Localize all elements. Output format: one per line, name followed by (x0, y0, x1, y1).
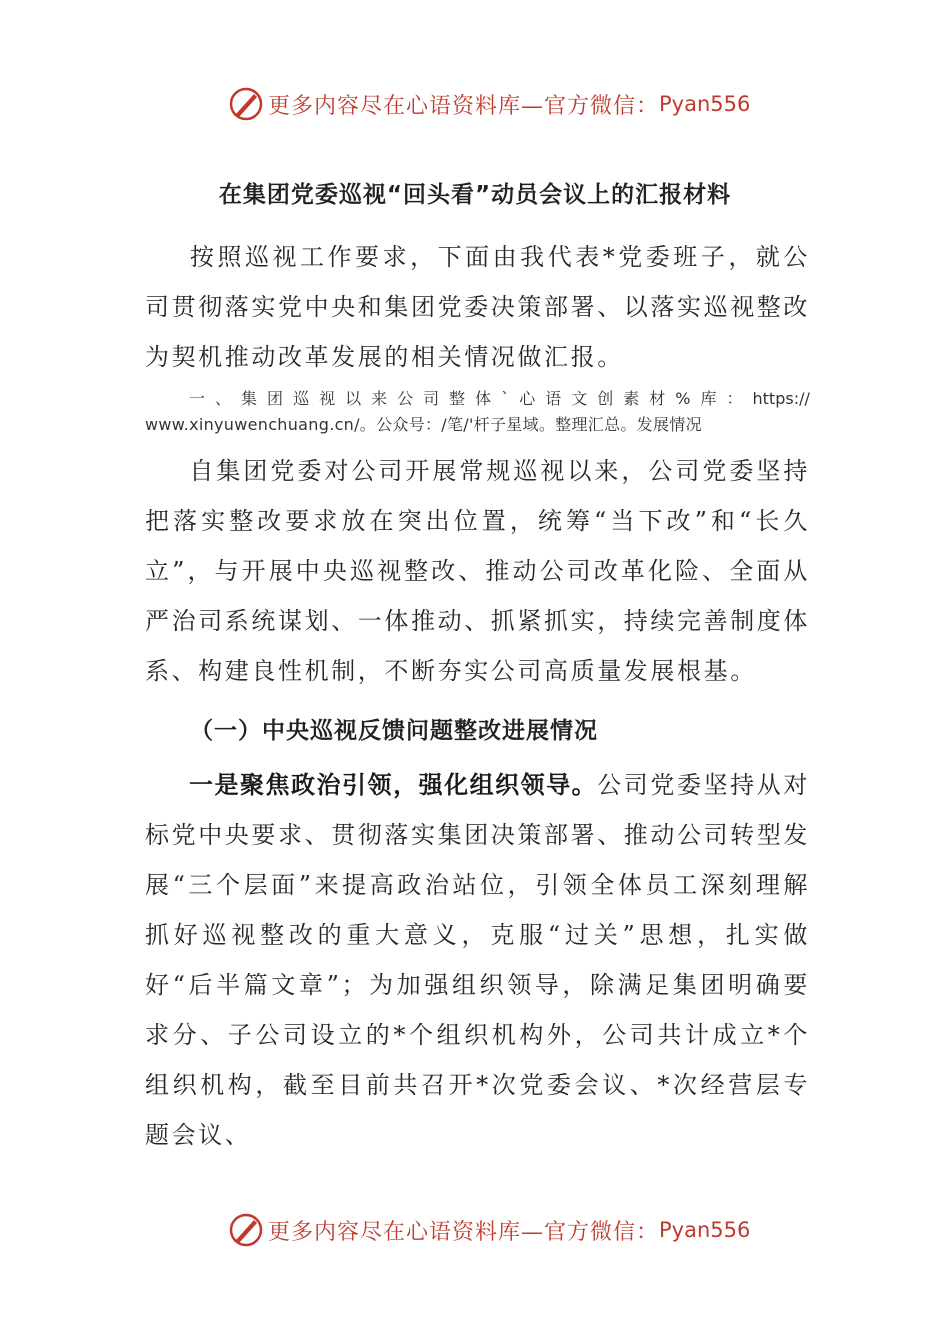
heading-char: 公 (397, 389, 414, 408)
heading-char: % (675, 389, 691, 408)
para3-lead: 一是聚焦政治引领，强化组织领导。 (189, 771, 598, 799)
section-heading-line2: www.xinyuwenchuang.cn/。公众号：/笔/'杆子星域。整理汇总。发展情况 (145, 415, 702, 434)
heading-char: 一 (189, 389, 206, 408)
intro-text: 按照巡视工作要求，下面由我代表*党委班子，就公司贯彻落实党中央和集团党委决策部署、以落实巡视整改为契机推动改革发展的相关情况做汇报。 (145, 243, 810, 371)
section-heading-one (145, 386, 810, 438)
heading-char: 团 (267, 389, 284, 408)
heading-char: 创 (597, 389, 614, 408)
heading-char: 视 (319, 389, 336, 408)
heading-char: ` (501, 389, 510, 408)
watermark-banner-top (228, 84, 750, 124)
pen-logo-icon (228, 1212, 264, 1248)
heading-char: ： (726, 389, 743, 408)
heading-char: 集 (241, 389, 258, 408)
intro-paragraph (145, 232, 810, 382)
heading-char: 体 (475, 389, 492, 408)
subheading-central-inspection: （一）中央巡视反馈问题整改进展情况 (190, 718, 598, 744)
document-title: 在集团党委巡视“回头看”动员会议上的汇报材料 (218, 182, 732, 208)
watermark-text: 更多内容尽在心语资料库—官方微信： (268, 1219, 660, 1245)
heading-char: 来 (371, 389, 388, 408)
heading-char: 整 (449, 389, 466, 408)
para2-text: 自集团党委对公司开展常规巡视以来，公司党委坚持把落实整改要求放在突出位置，统筹“当下改”和“长久立”，与开展中央巡视整改、推动公司改革化险、全面从严治司系统谋划、一体推动、抓紧抓实，持续完善制度体系、构建良性机制，不断夯实公司高质量发展根基。 (145, 457, 810, 685)
heading-char: 材 (649, 389, 666, 408)
pen-logo-icon (228, 86, 264, 122)
heading-char: 心 (519, 389, 536, 408)
heading-char: 语 (545, 389, 562, 408)
watermark-wechat-id: Pyan556 (659, 1218, 751, 1242)
heading-char: 巡 (293, 389, 310, 408)
heading-url-fragment: https:// (752, 389, 810, 408)
watermark-wechat-id: Pyan556 (659, 92, 751, 116)
body-paragraph-2 (145, 446, 810, 696)
para3-body: 公司党委坚持从对标党中央要求、贯彻落实集团决策部署、推动公司转型发展“三个层面”来提高政治站位，引领全体员工深刻理解抓好巡视整改的重大意义，克服“过关”思想，扎实做好“后半篇文章”；为加强组织领导，除满足集团明确要求分、子公司设立的*个组织机构外，公司共计成立*个组织机构，截至目前共召开*次党委会议、*次经营层专题会议、 (145, 771, 810, 1149)
heading-char: 、 (215, 389, 232, 408)
section-heading-line1 (145, 386, 810, 412)
heading-char: 以 (345, 389, 362, 408)
watermark-text: 更多内容尽在心语资料库—官方微信： (268, 93, 660, 119)
heading-char: 库 (700, 389, 717, 408)
heading-char: 司 (423, 389, 440, 408)
heading-char: 文 (571, 389, 588, 408)
body-paragraph-3 (145, 760, 810, 1160)
watermark-banner-bottom (228, 1210, 750, 1250)
heading-char: 素 (623, 389, 640, 408)
